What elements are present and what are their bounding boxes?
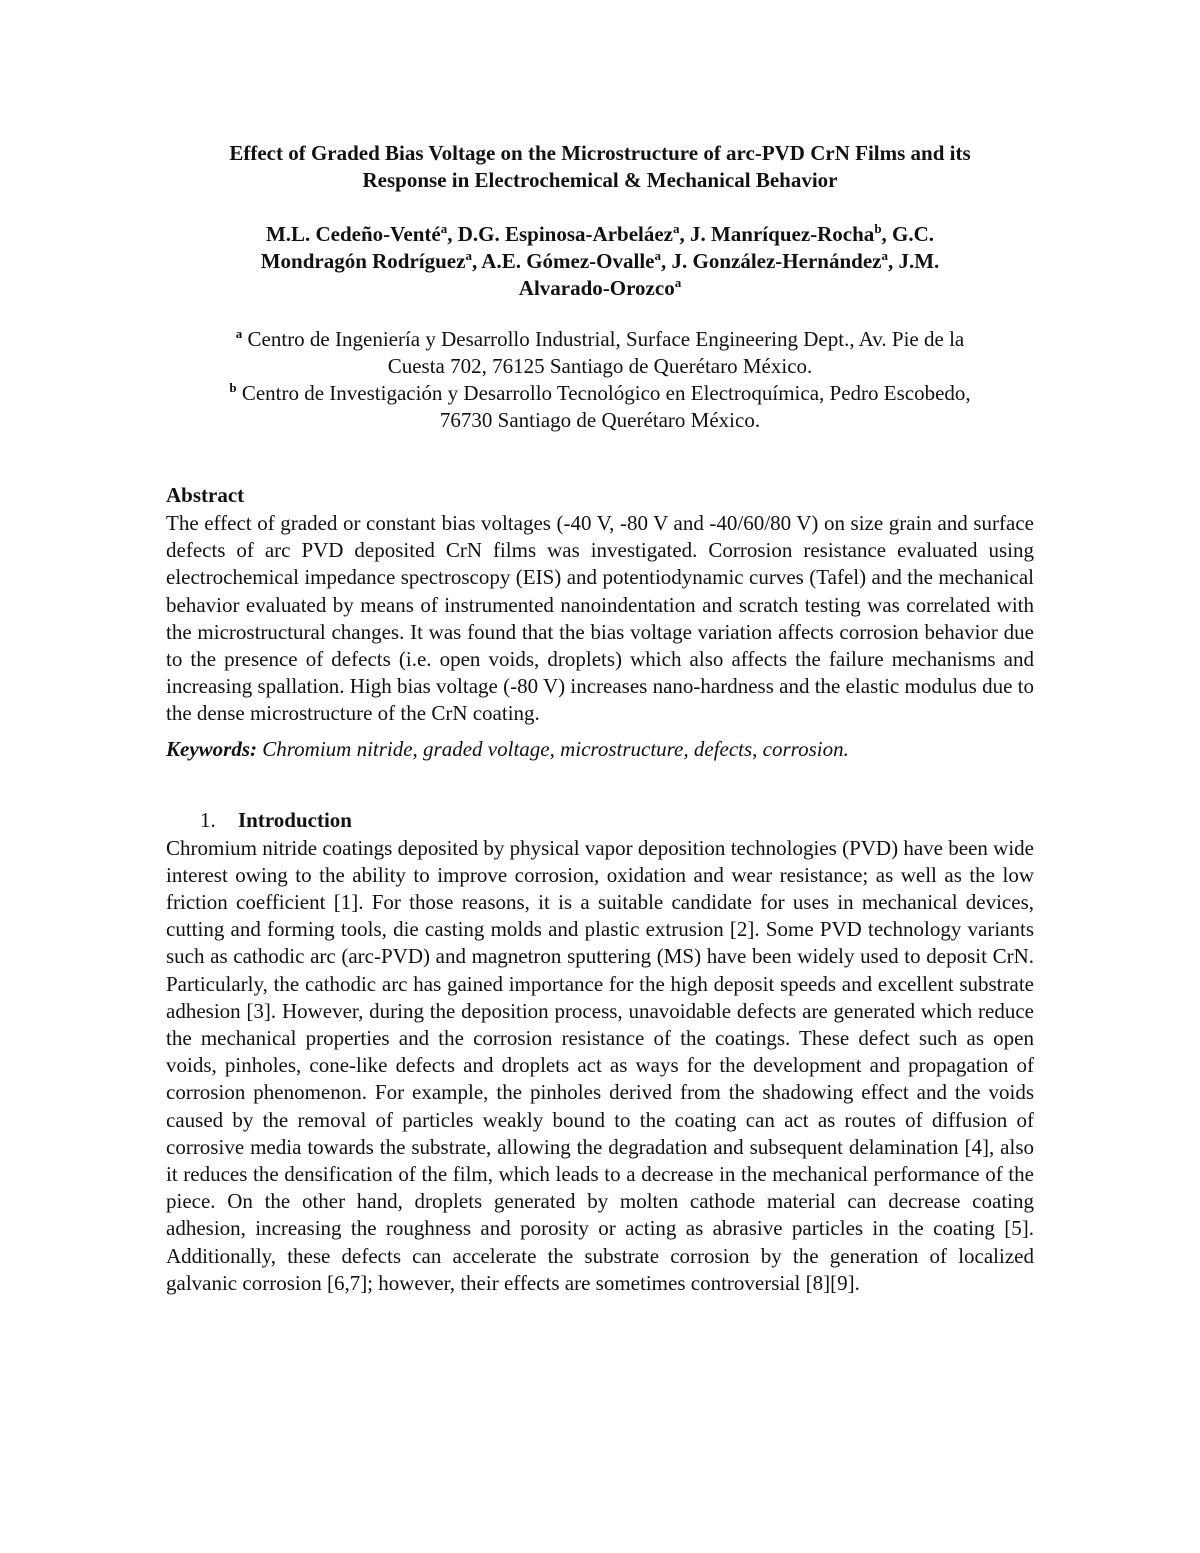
abstract-heading: Abstract — [166, 483, 245, 507]
author-list — [166, 221, 1034, 302]
author: A.E. Gómez-Ovalle$^a$, — [481, 248, 672, 273]
author: J.M. — [898, 249, 940, 273]
affiliation-b-line-2: 76730 Santiago de Querétaro México. — [439, 408, 761, 432]
affiliation-a-line-1: $^a$ Centro de Ingeniería y Desarrollo Industrial, Surface Engineering Dept., Av. Pie de la — [235, 326, 965, 351]
paper-page — [166, 140, 1034, 1297]
section-number: 1. — [200, 807, 216, 832]
abstract-text: The effect of graded or constant bias voltages (-40 V, -80 V and -40/60/80 V) on size grain and surface defects of arc PVD deposited CrN films was investigated. Corrosion resistance evaluated using electrochemical impedance spectroscopy (EIS) and potentiodynamic curves (Tafel) and the mechanical behavior evaluated by means of instrumented nanoindentation and scratch testing was correlated with the microstructural changes. It was found that the bias voltage variation affects corrosion behavior due to the presence of defects (i.e. open voids, droplets) which also affects the failure mechanisms and increasing spallation. High bias voltage (-80 V) increases nano-hardness and the elastic modulus due to the dense microstructure of the CrN coating. — [166, 511, 1034, 726]
keywords — [166, 736, 1034, 763]
introduction-text: Chromium nitride coatings deposited by physical vapor deposition technologies (PVD) have been wide interest owing to the ability to improve corrosion, oxidation and wear resistance; as well as the low friction coefficient [1]. For those reasons, it is a suitable candidate for uses in mechanical devices, cutting and forming tools, die casting molds and plastic extrusion [2]. Some PVD technology variants such as cathodic arc (arc-PVD) and magnetron sputtering (MS) have been widely used to deposit CrN. Particularly, the cathodic arc has gained importance for the high deposit speeds and excellent substrate adhesion [3]. However, during the deposition process, unavoidable defects are generated which reduce the mechanical properties and the corrosion resistance of the coatings. These defect such as open voids, pinholes, cone-like defects and droplets act as ways for the development and propagation of corrosion phenomenon. For example, the pinholes derived from the shadowing effect and the voids caused by the removal of particles weakly bound to the coating can act as routes of diffusion of corrosive media towards the substrate, allowing the degradation and subsequent delamination [4], also it reduces the densification of the film, which leads to a decrease in the mechanical performance of the piece. On the other hand, droplets generated by molten cathode material can decrease coating adhesion, increasing the roughness and porosity or acting as abrasive particles in the coating [5]. Additionally, these defects can accelerate the substrate corrosion by the generation of localized galvanic corrosion [6,7]; however, their effects are sometimes controversial [8][9]. — [166, 835, 1034, 1295]
keywords-label: Keywords: — [166, 736, 257, 761]
section-title: Introduction — [238, 807, 352, 832]
affiliation-b-line-1: $^b$ Centro de Investigación y Desarrollo Tecnológico en Electroquímica, Pedro Escobedo, — [229, 380, 971, 405]
title-line-2: Response in Electrochemical & Mechanical Behavior — [362, 168, 838, 192]
author: D.G. Espinosa-Arbeláez$^a$, — [457, 221, 690, 246]
author: J. González-Hernández$^a$, — [671, 248, 899, 273]
paper-title — [166, 140, 1034, 194]
affiliations — [166, 326, 1034, 434]
author-continued: Alvarado-Orozco$^a$ — [518, 275, 682, 300]
author-continued: Mondragón Rodríguez$^a$, — [260, 248, 482, 273]
author: M.L. Cedeño-Venté$^a$, — [265, 221, 458, 246]
author: J. Manríquez-Rocha$^b$, — [689, 221, 893, 246]
affiliation-a-line-2: Cuesta 702, 76125 Santiago de Querétaro México. — [387, 354, 813, 378]
introduction-heading — [166, 807, 1034, 834]
keywords-text: Chromium nitride, graded voltage, microstructure, defects, corrosion. — [257, 736, 849, 761]
author: G.C. — [892, 222, 935, 246]
title-line-1: Effect of Graded Bias Voltage on the Microstructure of arc-PVD CrN Films and its — [229, 141, 971, 165]
